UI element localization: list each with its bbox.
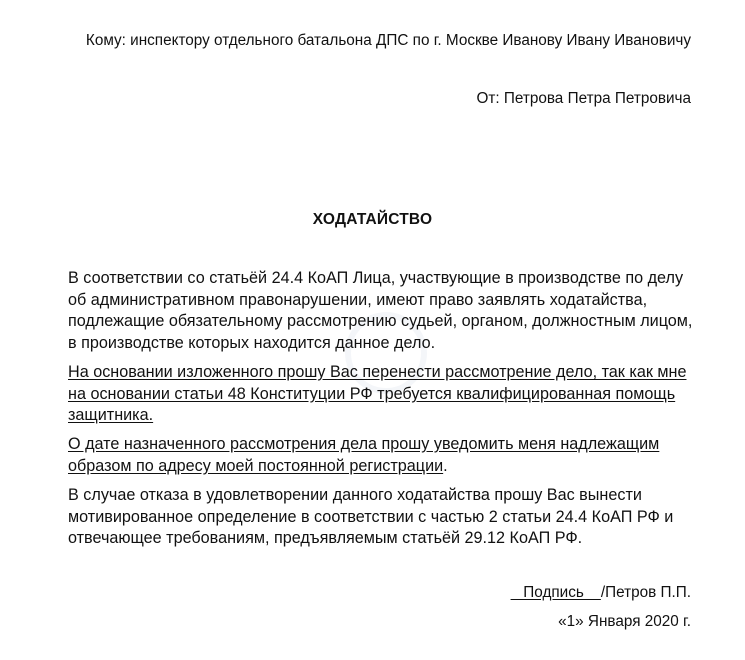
paragraph-line: образом по адресу моей постоянной регистрации <box>68 456 444 475</box>
paragraph-line: В случае отказа в удовлетворении данного ходатайства прошу Вас вынести <box>68 486 642 504</box>
paragraph-request-postpone <box>68 362 698 427</box>
paragraph-line: в производстве которых находится данное дело. <box>68 333 436 352</box>
paragraph-line: В соответствии со статьёй 24.4 КоАП Лица, участвующие в производстве по делу <box>68 269 684 287</box>
paragraph-line: На основании изложенного прошу Вас перенести рассмотрение дело, так как мне <box>68 363 687 381</box>
paragraph-line: об административном правонарушении, имеют право заявлять ходатайства, <box>68 290 648 309</box>
paragraph-refusal-clause <box>68 485 698 550</box>
paragraph-line: отвечающее требованиям, предъявляемым статьёй 29.12 КоАП РФ. <box>68 529 583 548</box>
paragraph-line: мотивированное определение в соответствии с частью 2 статьи 24.4 КоАП РФ и <box>68 507 674 526</box>
paragraph-trailing-period: . <box>443 456 448 475</box>
document-date: «1» Января 2020 г. <box>558 613 691 630</box>
signature-line <box>511 583 691 603</box>
paragraph-line: О дате назначенного рассмотрения дела прошу уведомить меня надлежащим <box>68 435 660 453</box>
paragraph-line: защитника. <box>68 406 154 425</box>
sender-line: От: Петрова Петра Петровича <box>476 90 691 107</box>
paragraph-legal-basis <box>68 268 698 354</box>
signature-blank: Подпись <box>510 584 601 601</box>
paragraph-line: на основании статьи 48 Конституции РФ требуется квалифицированная помощь <box>68 384 676 403</box>
document-title: ХОДАТАЙСТВО <box>312 211 433 228</box>
paragraph-line: подлежащие обязательному рассмотрению судьей, органом, должностным лицом, <box>68 312 693 331</box>
signer-name: /Петров П.П. <box>600 584 691 601</box>
recipient-line: Кому: инспектору отдельного батальона ДПС по г. Москве Иванову Ивану Ивановичу <box>85 32 691 49</box>
paragraph-request-notify <box>68 434 698 477</box>
